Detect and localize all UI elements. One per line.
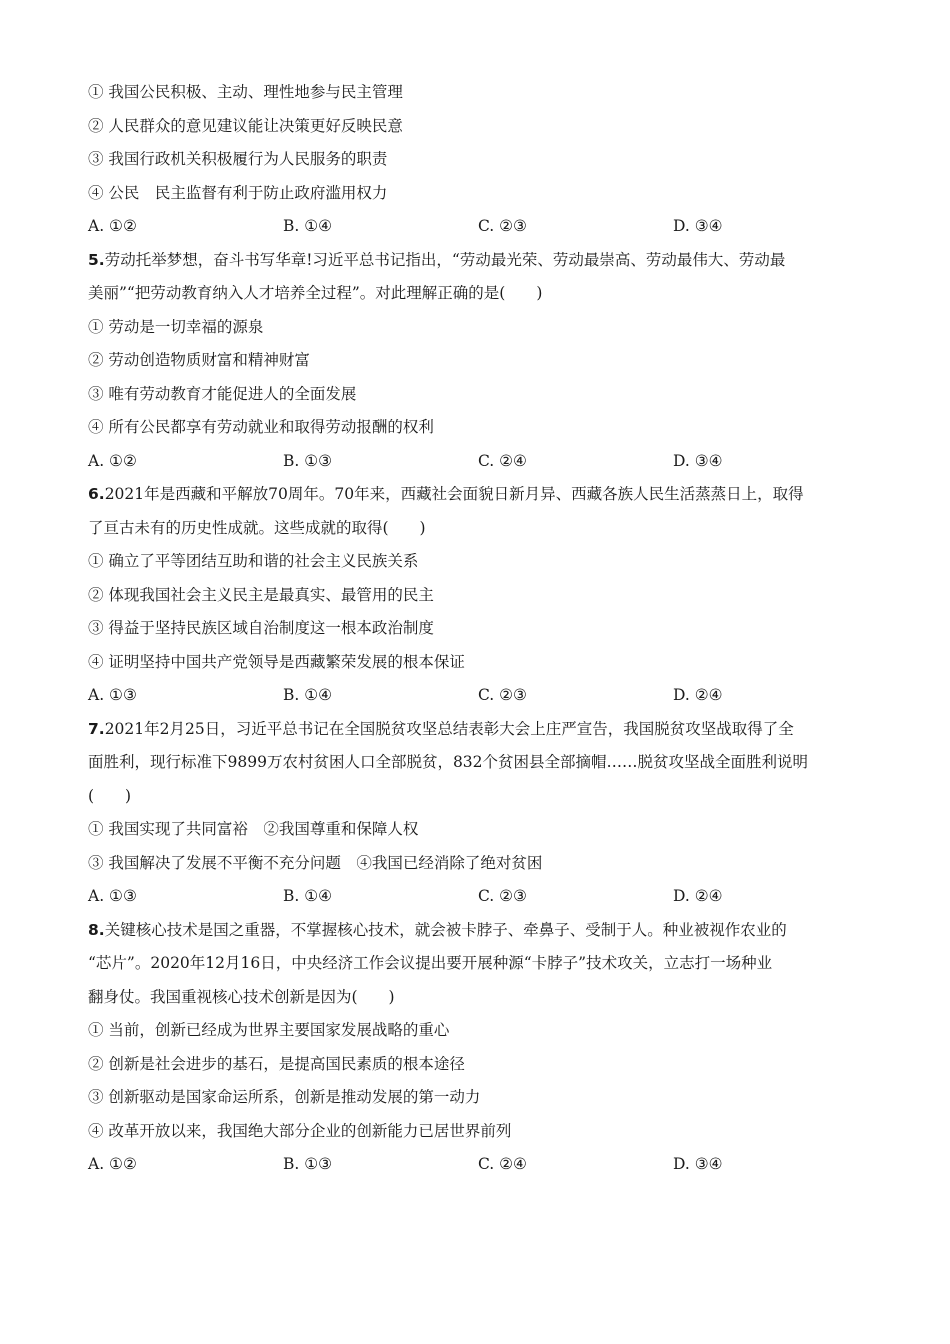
question-8: [88, 914, 868, 1182]
choice-item: ① 我国实现了共同富裕 ②我国尊重和保障人权: [88, 820, 419, 838]
question-number: 7.: [88, 719, 105, 738]
question-stem: 了亘古未有的历史性成就。这些成就的取得( ): [88, 518, 426, 537]
option-d: D. ③④: [673, 451, 723, 470]
choice-item: ③ 我国行政机关积极履行为人民服务的职责: [88, 150, 388, 168]
choice-item: ① 确立了平等团结互助和谐的社会主义民族关系: [88, 552, 419, 570]
choice-item: ③ 得益于坚持民族区域自治制度这一根本政治制度: [88, 619, 434, 637]
option-c: C. ②③: [478, 686, 527, 704]
choice-item: ② 劳动创造物质财富和精神财富: [88, 351, 310, 369]
answer-options: [88, 1148, 868, 1182]
choice-item: ② 创新是社会进步的基石，是提高国民素质的根本途径: [88, 1054, 465, 1073]
option-d: D. ③④: [673, 1155, 723, 1173]
choice-item: ② 人民群众的意见建议能让决策更好反映民意: [88, 116, 403, 135]
question-stem: 6.2021年是西藏和平解放70周年。70年来，西藏社会面貌日新月异、西藏各族人民生活蒸蒸日上，取得: [88, 485, 804, 503]
choice-item: ① 当前，创新已经成为世界主要国家发展战略的重心: [88, 1021, 450, 1039]
question-stem: ( ): [88, 786, 132, 805]
question-stem: 翻身仗。我国重视核心技术创新是因为( ): [88, 987, 395, 1006]
option-c: C. ②④: [478, 451, 527, 470]
option-c: C. ②③: [478, 887, 527, 905]
choice-item: ② 体现我国社会主义民主是最真实、最管用的民主: [88, 585, 434, 604]
question-5: [88, 244, 868, 479]
answer-options: [88, 210, 868, 244]
option-a: A. ①③: [88, 887, 137, 905]
answer-options: [88, 679, 868, 713]
option-a: A. ①②: [88, 1155, 137, 1173]
option-b: B. ①④: [283, 686, 333, 704]
choice-item: ④ 所有公民都享有劳动就业和取得劳动报酬的权利: [88, 418, 434, 436]
question-stem: 面胜利，现行标准下9899万农村贫困人口全部脱贫，832个贫困县全部摘帽……脱贫攻坚战全面胜利说明: [88, 753, 809, 771]
question-number: 8.: [88, 920, 105, 939]
option-c: C. ②③: [478, 217, 527, 235]
option-b: B. ①④: [283, 217, 333, 235]
choice-item: ① 劳动是一切幸福的源泉: [88, 317, 264, 336]
choice-item: ④ 改革开放以来，我国绝大部分企业的创新能力已居世界前列: [88, 1121, 512, 1140]
option-d: D. ②④: [673, 887, 723, 905]
question-stem: “芯片”。2020年12月16日，中央经济工作会议提出要开展种源“卡脖子”技术攻关，立志打一场种业: [88, 954, 773, 972]
choice-item: ④ 公民 民主监督有利于防止政府滥用权力: [88, 183, 388, 202]
question-7: [88, 713, 868, 914]
question-6: [88, 478, 868, 713]
choice-item: ③ 我国解决了发展不平衡不充分问题 ④我国已经消除了绝对贫困: [88, 853, 543, 872]
question-stem: 美丽”“把劳动教育纳入人才培养全过程”。对此理解正确的是( ): [88, 284, 543, 302]
question-stem: 5.劳动托举梦想，奋斗书写华章!习近平总书记指出，“劳动最光荣、劳动最崇高、劳动最伟大、劳动最: [88, 250, 786, 269]
answer-options: [88, 445, 868, 479]
option-b: B. ①④: [283, 887, 333, 905]
option-b: B. ①③: [283, 451, 333, 470]
choice-item: ③ 唯有劳动教育才能促进人的全面发展: [88, 384, 357, 403]
answer-options: [88, 880, 868, 914]
option-d: D. ②④: [673, 686, 723, 704]
option-c: C. ②④: [478, 1155, 527, 1173]
option-a: A. ①②: [88, 217, 137, 235]
question-number: 5.: [88, 250, 105, 269]
choice-item: ① 我国公民积极、主动、理性地参与民主管理: [88, 83, 403, 101]
question-4: [88, 76, 868, 244]
question-stem: 7.2021年2月25日，习近平总书记在全国脱贫攻坚总结表彰大会上庄严宣告，我国脱贫攻坚战取得了全: [88, 719, 794, 738]
question-number: 6.: [88, 485, 105, 503]
option-d: D. ③④: [673, 217, 723, 235]
option-a: A. ①③: [88, 686, 137, 704]
option-b: B. ①③: [283, 1155, 333, 1173]
choice-item: ③ 创新驱动是国家命运所系，创新是推动发展的第一动力: [88, 1088, 481, 1106]
question-stem: 8.关键核心技术是国之重器，不掌握核心技术，就会被卡脖子、牵鼻子、受制于人。种业被视作农业的: [88, 920, 787, 939]
option-a: A. ①②: [88, 451, 137, 470]
exam-page: [88, 76, 868, 1182]
choice-item: ④ 证明坚持中国共产党领导是西藏繁荣发展的根本保证: [88, 652, 465, 671]
